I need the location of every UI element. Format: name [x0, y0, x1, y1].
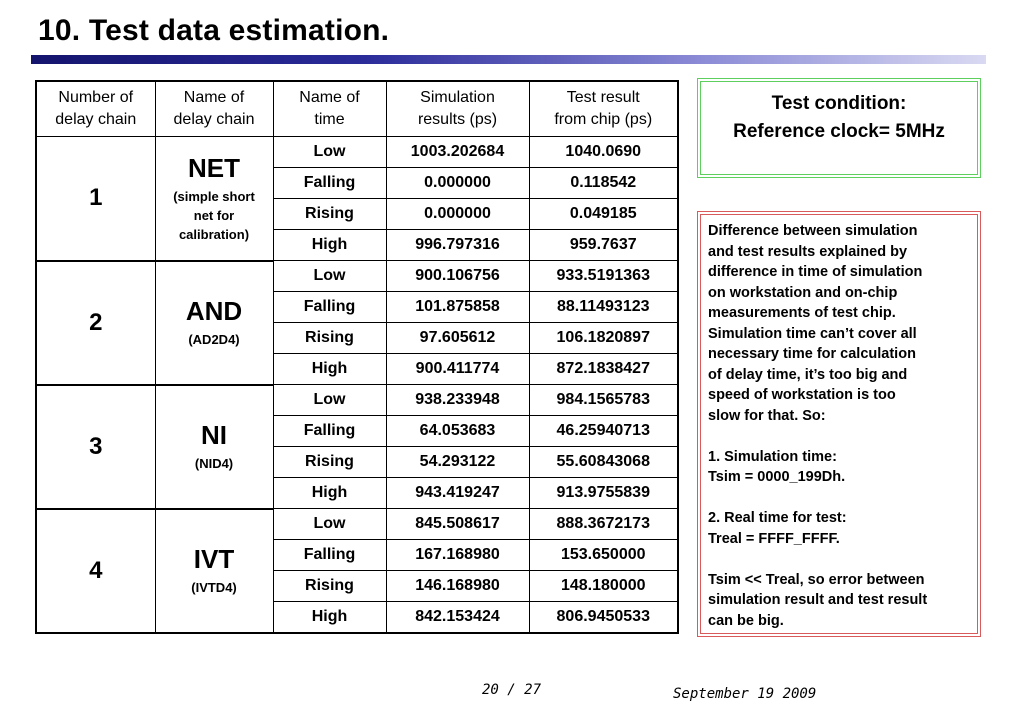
time-name-cell: High [273, 230, 386, 261]
note-line: 2. Real time for test: [708, 510, 847, 526]
note-line: measurements of test chip. [708, 305, 896, 321]
header-name-of-time: Name of time [273, 81, 386, 137]
test-result-cell: 46.25940713 [529, 416, 678, 447]
simulation-result-cell: 97.605612 [386, 323, 529, 354]
note-line: slow for that. So: [708, 407, 826, 424]
delay-chain-name-cell [155, 509, 273, 634]
table-header-row [36, 81, 678, 137]
note-line: Treal = FFFF_FFFF. [708, 530, 840, 547]
test-condition-box [697, 78, 981, 178]
test-result-cell: 0.118542 [529, 168, 678, 199]
header-simulation-results: Simulation results (ps) [386, 81, 529, 137]
delay-chain-name: AND [185, 296, 243, 326]
test-result-cell: 933.5191363 [529, 261, 678, 292]
title-underline-bar [31, 55, 986, 64]
test-data-table [35, 80, 679, 634]
page-number: 20 / 27 [482, 682, 542, 698]
simulation-result-cell: 146.168980 [386, 571, 529, 602]
time-name-cell: Low [273, 509, 386, 540]
delay-chain-name: NI [201, 420, 227, 450]
simulation-result-cell: 996.797316 [386, 230, 529, 261]
note-line: Simulation time can’t cover all [708, 325, 917, 342]
time-name-cell: High [273, 602, 386, 634]
time-name-cell: Low [273, 261, 386, 292]
note-line: can be big. [708, 612, 784, 629]
delay-chain-subtitle: (NID4) [194, 456, 234, 471]
note-line: 1. Simulation time: [708, 448, 837, 465]
delay-chain-subtitle: (IVTD4) [191, 580, 237, 596]
time-name-cell: High [273, 354, 386, 385]
simulation-result-cell: 101.875858 [386, 292, 529, 323]
test-result-cell: 1040.0690 [529, 137, 678, 168]
simulation-result-cell: 0.000000 [386, 199, 529, 230]
test-result-cell: 88.11493123 [529, 292, 678, 323]
time-name-cell: Low [273, 137, 386, 168]
time-name-cell: Rising [273, 571, 386, 602]
delay-chain-subtitle: (AD2D4) [188, 332, 240, 347]
time-name-cell: Rising [273, 447, 386, 478]
note-line: Difference between simulation [708, 223, 918, 239]
table-row [36, 137, 678, 168]
delay-chain-name-cell [155, 385, 273, 509]
simulation-result-cell: 900.106756 [386, 261, 529, 292]
time-name-cell: Rising [273, 199, 386, 230]
note-line: and test results explained by [708, 243, 908, 260]
table-row [36, 509, 678, 540]
time-name-cell: Falling [273, 540, 386, 571]
header-number-of-delay-chain: Number of delay chain [36, 81, 155, 137]
note-line: difference in time of simulation [708, 264, 923, 280]
test-result-cell: 106.1820897 [529, 323, 678, 354]
simulation-result-cell: 938.233948 [386, 385, 529, 416]
simulation-result-cell: 842.153424 [386, 602, 529, 634]
note-blank-line [708, 488, 971, 509]
note-line: speed of workstation is too [708, 387, 896, 403]
delay-chain-name: IVT [193, 544, 235, 575]
slide-title: 10. Test data estimation. [38, 14, 390, 47]
time-name-cell: High [273, 478, 386, 509]
test-result-cell: 913.9755839 [529, 478, 678, 509]
time-name-cell: Falling [273, 292, 386, 323]
test-result-cell: 872.1838427 [529, 354, 678, 385]
test-result-cell: 55.60843068 [529, 447, 678, 478]
delay-chain-number: 3 [36, 385, 155, 509]
time-name-cell: Falling [273, 416, 386, 447]
test-result-cell: 959.7637 [529, 230, 678, 261]
test-result-cell: 0.049185 [529, 199, 678, 230]
test-condition-heading: Test condition: [771, 93, 907, 114]
table-row [36, 385, 678, 416]
delay-chain-number: 1 [36, 137, 155, 261]
simulation-result-cell: 167.168980 [386, 540, 529, 571]
explanation-note-box [697, 211, 981, 637]
test-result-cell: 888.3672173 [529, 509, 678, 540]
note-line: of delay time, it’s too big and [708, 366, 908, 383]
note-line: simulation result and test result [708, 592, 928, 608]
test-result-cell: 148.180000 [529, 571, 678, 602]
header-name-of-delay-chain: Name of delay chain [155, 81, 273, 137]
note-blank-line [708, 426, 971, 447]
delay-chain-name: NET [188, 152, 240, 183]
delay-chain-subtitle: (simple short net for calibration) [173, 188, 255, 242]
simulation-result-cell: 54.293122 [386, 447, 529, 478]
test-result-cell: 806.9450533 [529, 602, 678, 634]
test-result-cell: 153.650000 [529, 540, 678, 571]
footer-date: September 19 2009 [673, 686, 817, 702]
delay-chain-number: 4 [36, 509, 155, 634]
simulation-result-cell: 845.508617 [386, 509, 529, 540]
note-line: necessary time for calculation [708, 346, 916, 362]
simulation-result-cell: 0.000000 [386, 168, 529, 199]
delay-chain-number: 2 [36, 261, 155, 385]
note-line: Tsim = 0000_199Dh. [708, 469, 846, 485]
delay-chain-name-cell [155, 261, 273, 385]
simulation-result-cell: 64.053683 [386, 416, 529, 447]
note-blank-line [708, 549, 971, 570]
time-name-cell: Rising [273, 323, 386, 354]
simulation-result-cell: 1003.202684 [386, 137, 529, 168]
test-result-cell: 984.1565783 [529, 385, 678, 416]
table-row [36, 261, 678, 292]
note-line: Tsim << Treal, so error between [708, 571, 925, 588]
header-test-result-from-chip: Test result from chip (ps) [529, 81, 678, 137]
reference-clock-text: Reference clock= 5MHz [733, 121, 945, 142]
time-name-cell: Falling [273, 168, 386, 199]
simulation-result-cell: 900.411774 [386, 354, 529, 385]
note-line: on workstation and on-chip [708, 284, 898, 301]
delay-chain-name-cell [155, 137, 273, 261]
time-name-cell: Low [273, 385, 386, 416]
simulation-result-cell: 943.419247 [386, 478, 529, 509]
